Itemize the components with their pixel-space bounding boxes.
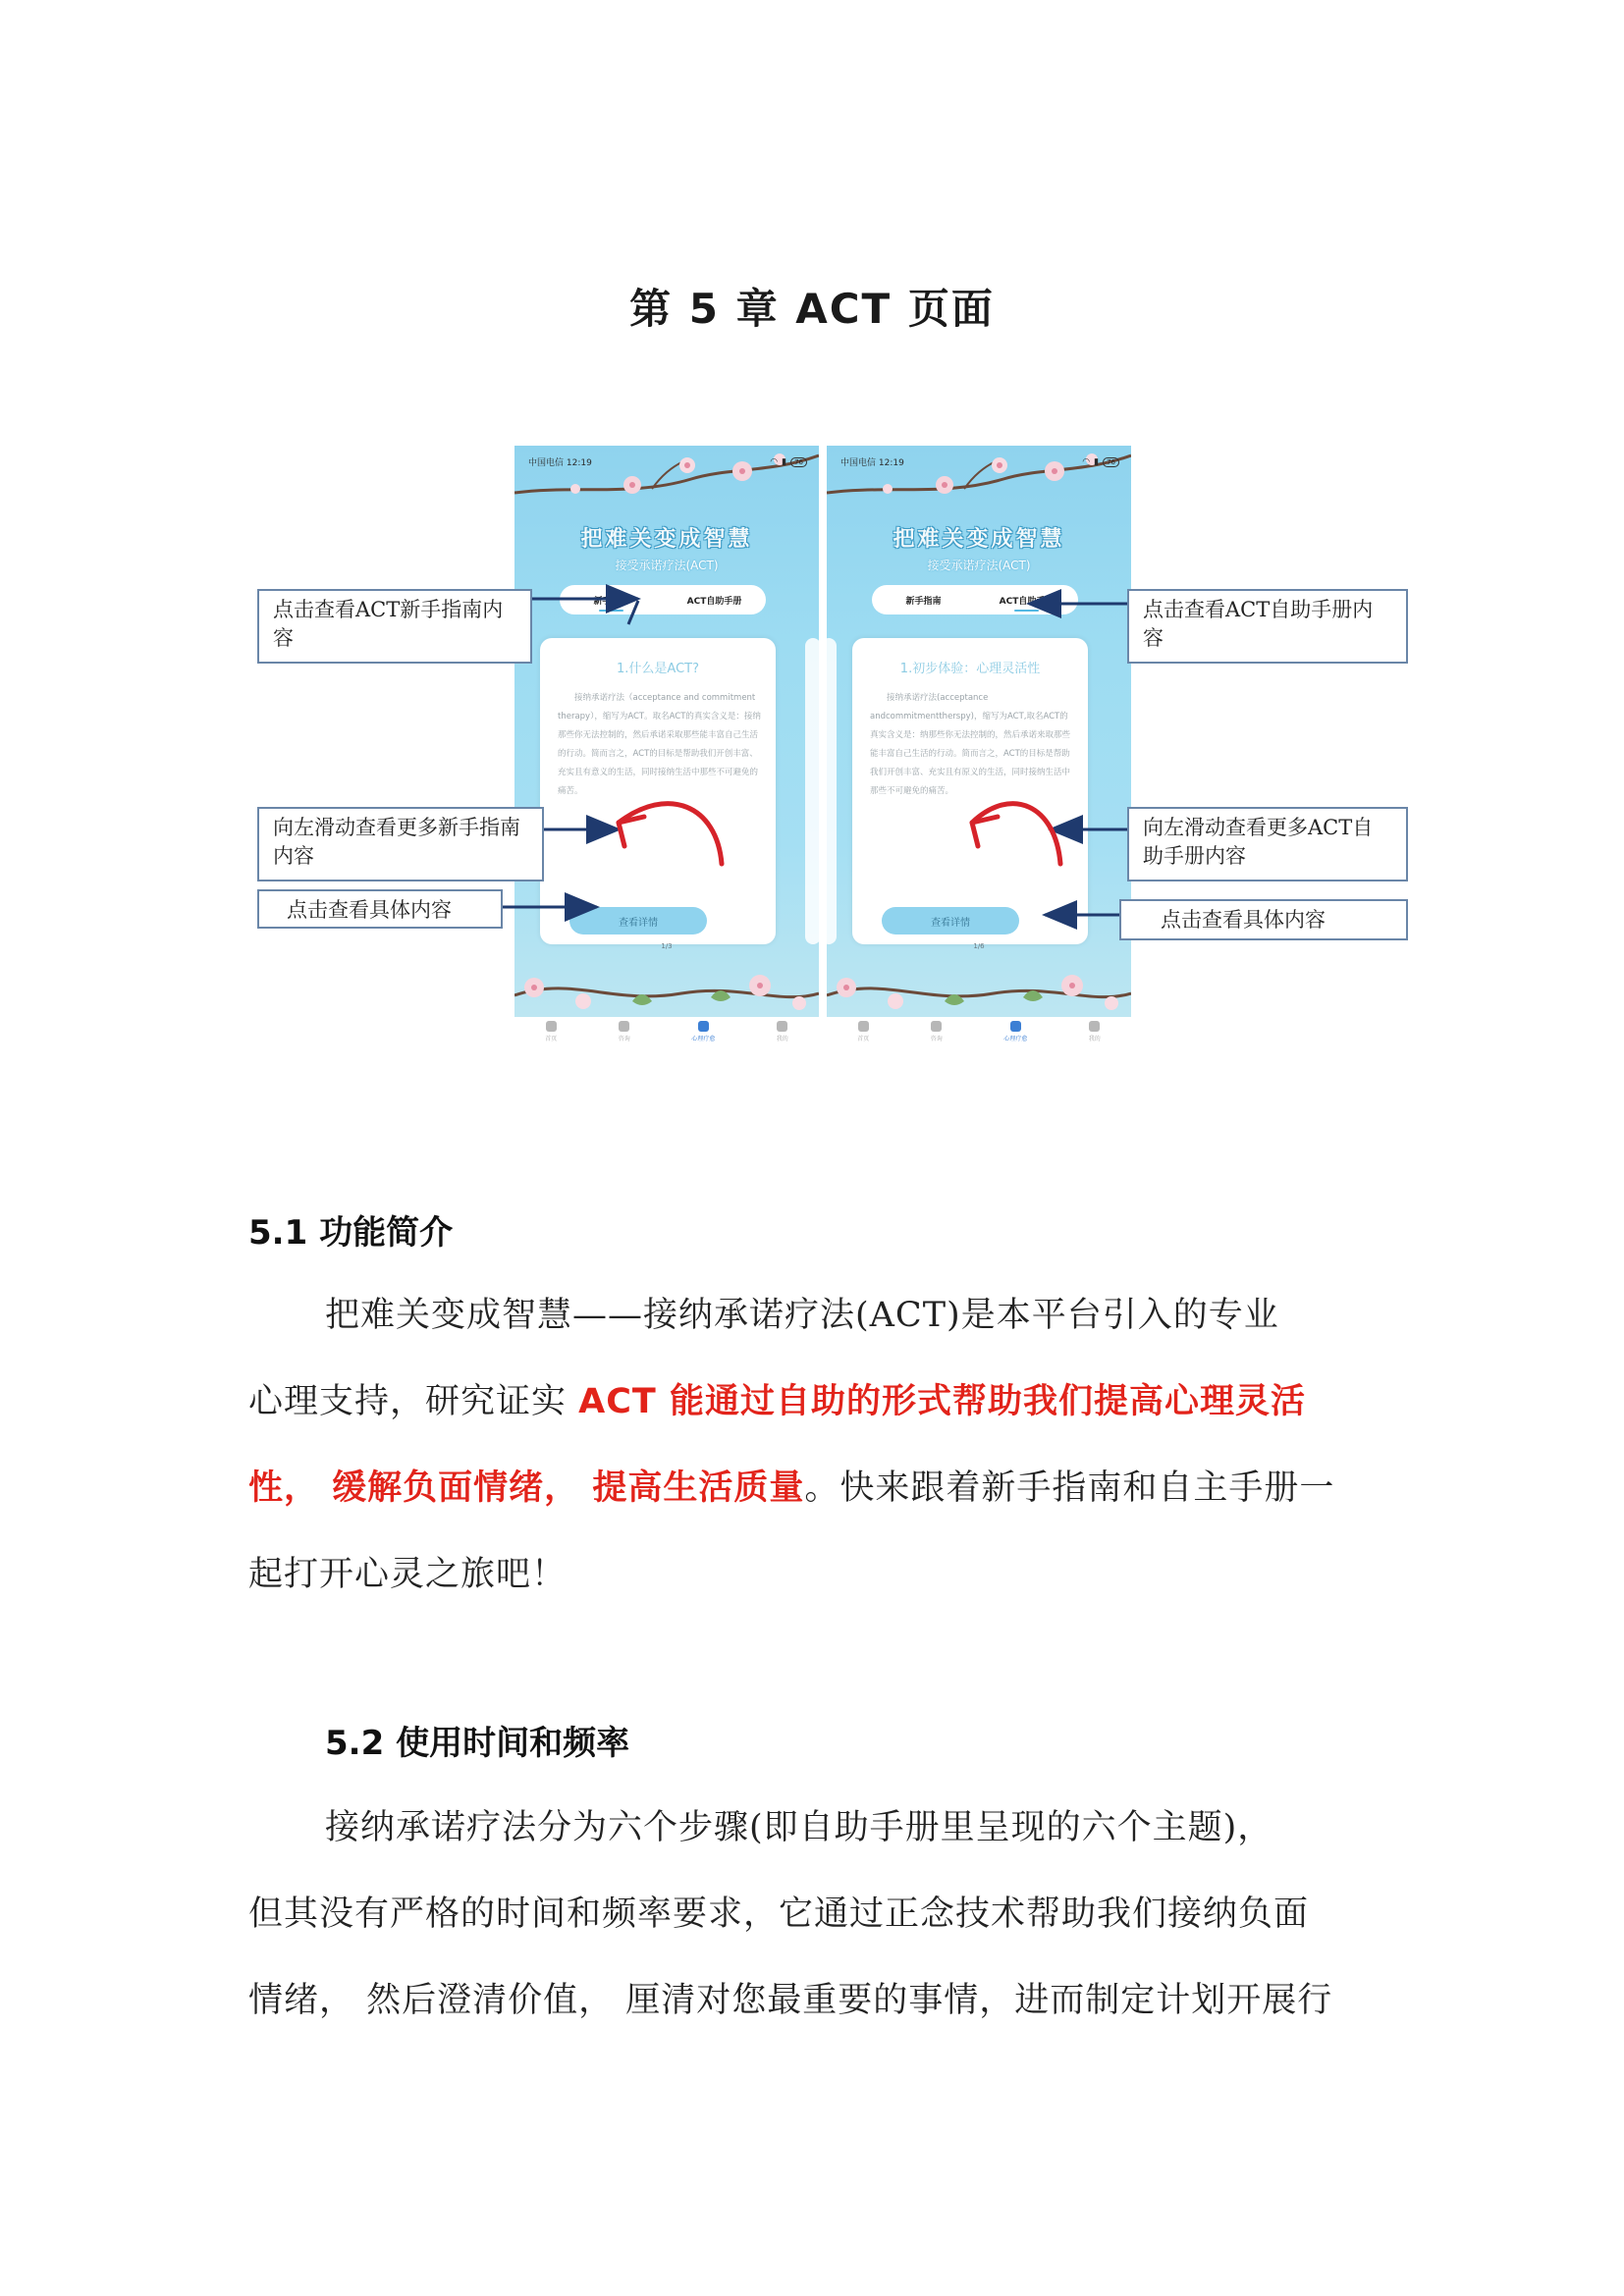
- book-icon: [698, 1021, 709, 1032]
- card-title: 1.什么是ACT?: [617, 662, 699, 676]
- card-body: 接纳承诺疗法（acceptance and commitment therapy），缩写为ACT。取名ACT的真实含义是：接纳那些你无法控制的，然后承诺采取那些能丰富自己生活的行动。简而言之，ACT的目标是帮助我们开创丰富、充实且有意义的生活，同时接纳生活中那些不可避免的痛苦。: [558, 693, 761, 796]
- status-icons: [770, 455, 807, 468]
- home-icon: [858, 1021, 869, 1032]
- prev-card-peek[interactable]: [827, 638, 837, 944]
- phone-screenshot-act-handbook: [827, 446, 1131, 1056]
- phone-screenshot-novice-guide: [514, 446, 819, 1056]
- highlight-text: 性， 缓解负面情绪， 提高生活质量: [248, 1468, 805, 1508]
- bottom-nav: [514, 1017, 819, 1056]
- highlight-text: ACT 能通过自助的形式帮助我们提高心理灵活: [578, 1382, 1306, 1421]
- paragraph-line: 把难关变成智慧——接纳承诺疗法(ACT)是本平台引入的专业: [325, 1296, 1279, 1335]
- bottom-nav: [827, 1017, 1131, 1056]
- banner-subtitle: 接受承诺疗法(ACT): [615, 559, 719, 572]
- phone-screen: [514, 446, 819, 1017]
- tab-novice-guide[interactable]: 新手指南: [905, 596, 942, 607]
- nav-therapy[interactable]: 心理疗愈: [1003, 1021, 1027, 1042]
- status-bar: [840, 455, 1119, 468]
- handbook-card[interactable]: [852, 638, 1088, 944]
- callout-right-detail: 点击查看具体内容: [1119, 899, 1408, 940]
- paragraph-line: 性， 缓解负面情绪， 提高生活质量。快来跟着新手指南和自主手册一: [248, 1468, 1335, 1508]
- book-icon: [1010, 1021, 1021, 1032]
- view-details-button[interactable]: 查看详情: [882, 907, 1019, 934]
- callout-left-tab: 点击查看ACT新手指南内容: [257, 589, 532, 664]
- callout-left-detail: 点击查看具体内容: [257, 889, 503, 929]
- paragraph-line: 接纳承诺疗法分为六个步骤(即自助手册里呈现的六个主题)，: [325, 1808, 1273, 1847]
- section-heading-5-2: 5.2 使用时间和频率: [325, 1724, 630, 1763]
- section-heading-5-1: 5.1 功能简介: [248, 1213, 454, 1253]
- nav-therapy[interactable]: 心理疗愈: [691, 1021, 715, 1042]
- next-card-peek[interactable]: [805, 638, 819, 944]
- paragraph-line: 起打开心灵之旅吧！: [248, 1555, 568, 1594]
- card-title: 1.初步体验：心理灵活性: [899, 662, 1041, 676]
- guide-card[interactable]: [540, 638, 776, 944]
- status-icons: [1082, 455, 1119, 468]
- signal-icon: ▮: [1094, 456, 1100, 467]
- consult-icon: [619, 1021, 629, 1032]
- nav-profile[interactable]: 我的: [777, 1021, 788, 1042]
- chapter-title: 第 5 章 ACT 页面: [629, 285, 995, 333]
- nav-home[interactable]: 首页: [857, 1021, 869, 1042]
- nav-consult[interactable]: 咨询: [931, 1021, 943, 1042]
- callout-right-swipe: 向左滑动查看更多ACT自助手册内容: [1127, 807, 1408, 881]
- nav-home[interactable]: 首页: [545, 1021, 557, 1042]
- consult-icon: [931, 1021, 942, 1032]
- wifi-icon: ◠: [1082, 456, 1091, 467]
- battery-icon: 76: [1103, 457, 1119, 467]
- banner-title: 把难关变成智慧: [580, 527, 753, 552]
- carrier-time: 中国电信 12:19: [528, 458, 592, 468]
- tab-act-handbook[interactable]: ACT自助手册: [975, 585, 1078, 614]
- banner-subtitle: 接受承诺疗法(ACT): [927, 559, 1031, 572]
- tab-novice-guide[interactable]: 新手指南: [560, 585, 663, 614]
- nav-profile[interactable]: 我的: [1089, 1021, 1101, 1042]
- status-bar: [528, 455, 807, 468]
- home-icon: [546, 1021, 557, 1032]
- person-icon: [1089, 1021, 1100, 1032]
- wifi-icon: ◠: [770, 456, 779, 467]
- phone-screen: [827, 446, 1131, 1017]
- carrier-time: 中国电信 12:19: [840, 458, 904, 468]
- paragraph-line: 心理支持，研究证实 ACT 能通过自助的形式帮助我们提高心理灵活: [248, 1382, 1306, 1421]
- callout-right-tab: 点击查看ACT自助手册内容: [1127, 589, 1408, 664]
- signal-icon: ▮: [782, 456, 787, 467]
- tab-act-handbook[interactable]: ACT自助手册: [686, 596, 742, 607]
- banner-title: 把难关变成智慧: [893, 527, 1065, 552]
- tab-bar: [560, 585, 766, 614]
- tab-bar: [872, 585, 1078, 614]
- callout-left-swipe: 向左滑动查看更多新手指南内容: [257, 807, 544, 881]
- view-details-button[interactable]: 查看详情: [569, 907, 707, 934]
- card-pager: 1/6: [973, 942, 985, 950]
- card-pager: 1/3: [661, 942, 673, 950]
- paragraph-line: 情绪， 然后澄清价值， 厘清对您最重要的事情，进而制定计划开展行: [248, 1981, 1333, 2020]
- card-body: 接纳承诺疗法(acceptance andcommitmenttherspy)，缩写为ACT,取名ACT的真实含义是：纳那些你无法控制的，然后承诺来取那些能丰富自己生活的行动。简而言之，ACT的目标是帮助我们开创丰富、充实且有原义的生活，同时接纳生活中那些不可避免的痛苦。: [870, 693, 1071, 796]
- battery-icon: 76: [790, 457, 807, 467]
- person-icon: [777, 1021, 787, 1032]
- nav-consult[interactable]: 咨询: [619, 1021, 630, 1042]
- paragraph-line: 但其没有严格的时间和频率要求，它通过正念技术帮助我们接纳负面: [248, 1895, 1310, 1934]
